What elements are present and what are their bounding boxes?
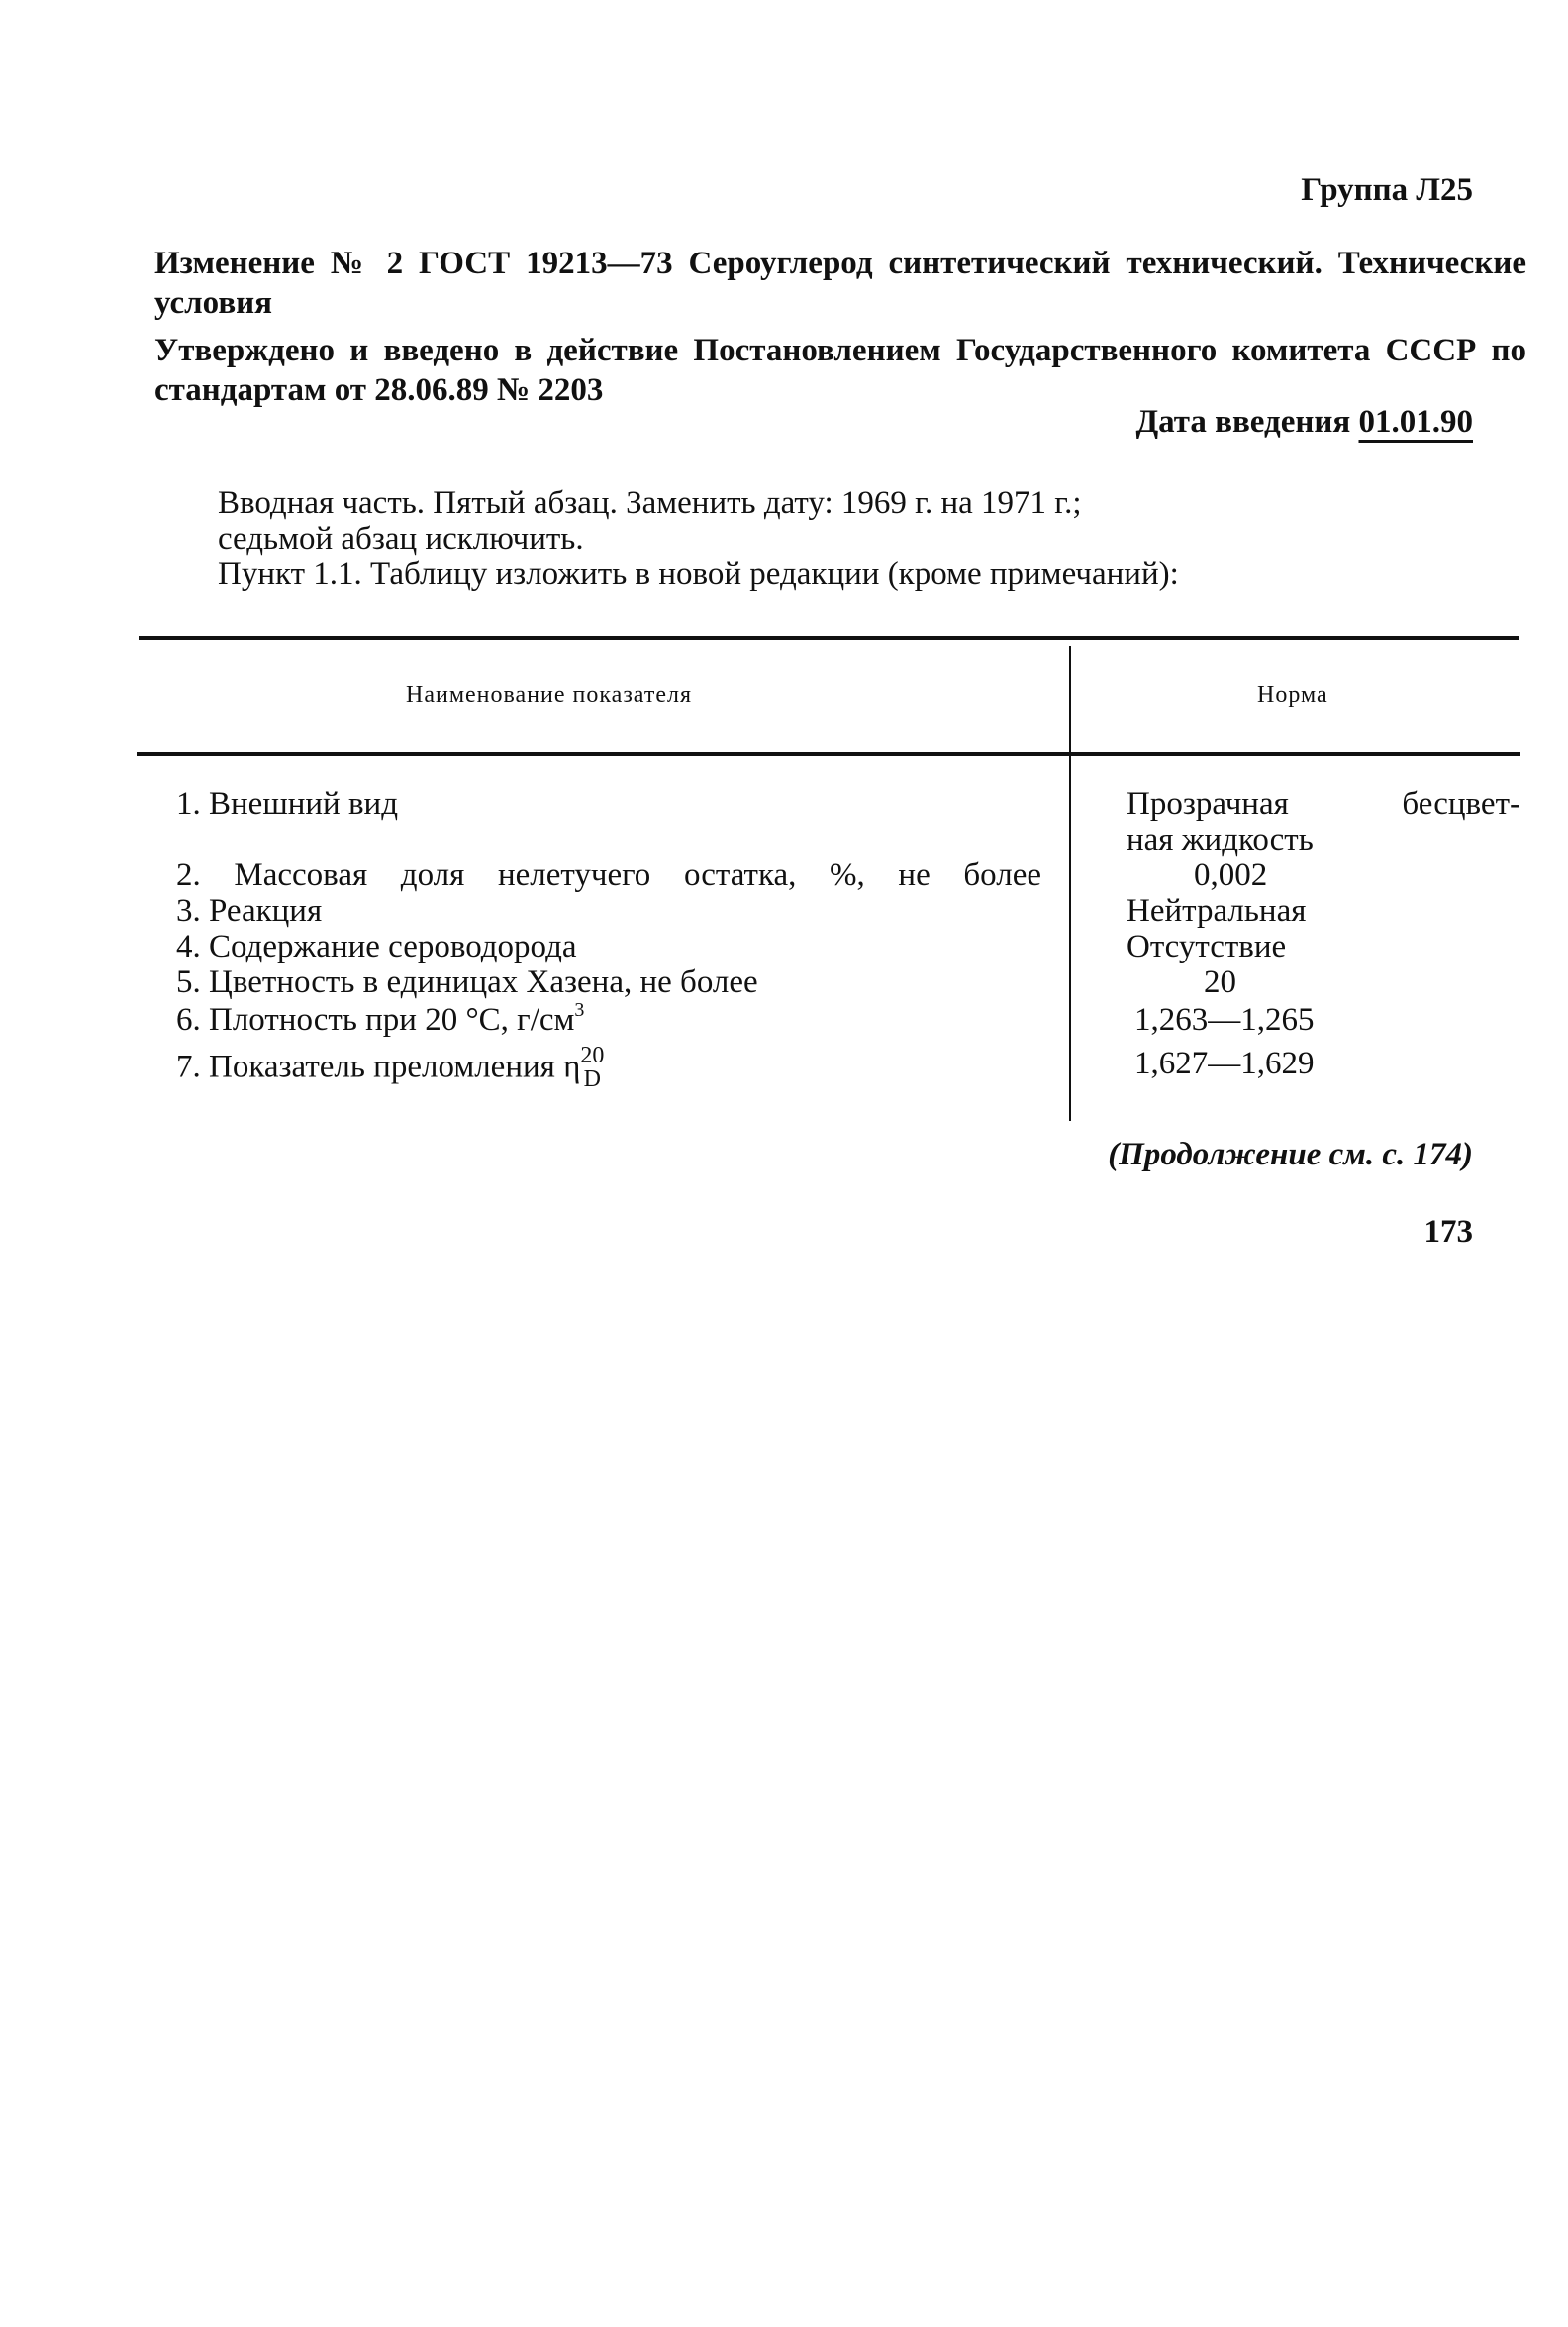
row-name-text: 6. Плотность при 20 °С, г/см <box>176 1002 575 1038</box>
column-header-norm: Норма <box>1257 682 1328 708</box>
table-header-rule <box>137 752 1520 756</box>
specification-table <box>139 636 1519 1121</box>
subscript: D <box>583 1066 601 1092</box>
row-value: Отсутствие <box>1127 929 1287 964</box>
superscript: 20 <box>580 1043 605 1068</box>
row-name <box>176 999 585 1039</box>
row-name <box>176 1043 605 1093</box>
superscript: 3 <box>574 999 585 1021</box>
body-line: Вводная часть. Пятый абзац. Заменить дату: 1969 г. на 1971 г.; <box>218 485 1082 521</box>
index-stack <box>580 1044 604 1091</box>
change-title: Изменение № 2 ГОСТ 19213—73 Сероуглерод синтетический технический. Технические условия <box>154 246 1526 321</box>
introduction-date <box>1135 404 1473 441</box>
body-line: Пункт 1.1. Таблицу изложить в новой редакции (кроме примечаний): <box>218 556 1179 592</box>
row-name: 4. Содержание сероводорода <box>176 929 577 964</box>
row-value: Нейтральная <box>1127 893 1307 929</box>
row-value: Прозрачная бесцвет- <box>1127 786 1520 822</box>
approval-statement: Утверждено и введено в действие Постановлением Государственного комитета СССР по стандартам от 28.06.89 № 2203 <box>154 333 1526 408</box>
row-name: 5. Цветность в единицах Хазена, не более <box>176 964 758 1000</box>
group-code: Группа Л25 <box>1301 172 1473 208</box>
row-name-text: 7. Показатель преломления η <box>176 1049 581 1085</box>
row-value: 1,263—1,265 <box>1134 1002 1315 1038</box>
column-header-name: Наименование показателя <box>406 682 692 708</box>
row-name: 2. Массовая доля нелетучего остатка, %, не более <box>176 858 1041 893</box>
row-value: 1,627—1,629 <box>1134 1046 1315 1081</box>
row-value: 20 <box>1204 964 1236 1000</box>
row-name: 1. Внешний вид <box>176 786 398 822</box>
intro-date-label: Дата введения <box>1135 404 1351 440</box>
table-top-rule <box>139 636 1519 640</box>
body-line: седьмой абзац исключить. <box>218 521 584 556</box>
page-number: 173 <box>1423 1214 1473 1250</box>
row-value-continued: ная жидкость <box>1127 822 1314 858</box>
table-column-divider <box>1069 646 1071 1121</box>
row-value: 0,002 <box>1194 858 1268 893</box>
row-name: 3. Реакция <box>176 893 323 929</box>
intro-date-value: 01.01.90 <box>1358 404 1473 440</box>
continuation-note: (Продолжение см. с. 174) <box>1108 1137 1473 1172</box>
